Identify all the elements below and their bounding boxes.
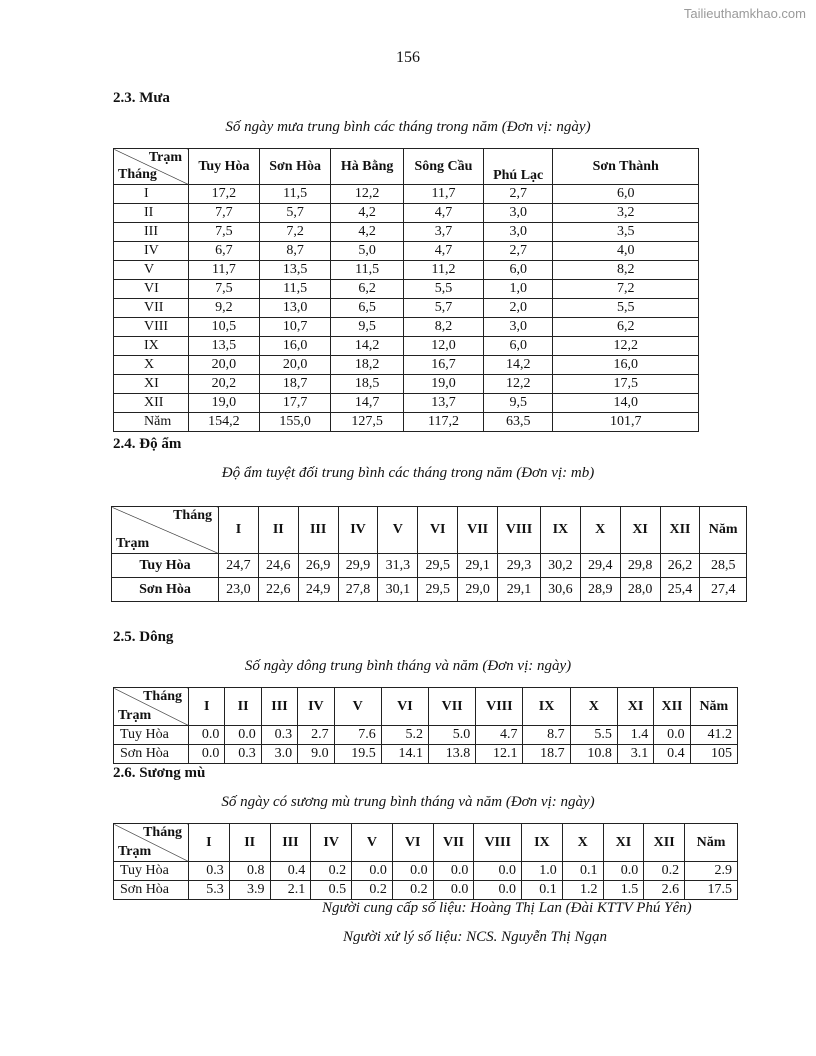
- table-cell: 7.6: [334, 726, 381, 745]
- column-header: IV: [338, 507, 378, 554]
- table-cell: 127,5: [331, 413, 404, 432]
- column-header: I: [189, 688, 225, 726]
- humidity-body: [112, 554, 747, 602]
- table-cell: 31,3: [378, 554, 418, 578]
- caption-fog: Số ngày có sương mù trung bình tháng và năm (Đơn vị: ngày): [221, 794, 595, 810]
- table-cell: 6,0: [483, 261, 552, 280]
- table-cell: 9,2: [189, 299, 260, 318]
- corner-station-label: Trạm: [116, 536, 150, 551]
- table-header-row: [112, 507, 747, 554]
- table-cell: 18,5: [331, 375, 404, 394]
- column-header: Tuy Hòa: [189, 149, 260, 185]
- table-cell: 7,2: [553, 280, 699, 299]
- column-header: I: [219, 507, 259, 554]
- table-cell: 1,0: [483, 280, 552, 299]
- table-header-row: [114, 149, 699, 185]
- table-cell: 18,7: [259, 375, 331, 394]
- table-cell: 2.6: [644, 881, 685, 900]
- table-cell: 20,2: [189, 375, 260, 394]
- table-row: [114, 280, 699, 299]
- table-cell: 11,5: [259, 185, 331, 204]
- row-label: V: [114, 261, 189, 280]
- table-cell: 13,0: [259, 299, 331, 318]
- column-header: IV: [311, 824, 352, 862]
- table-cell: 6,2: [553, 318, 699, 337]
- table-cell: 29,4: [580, 554, 620, 578]
- table-cell: 4,0: [553, 242, 699, 261]
- table-cell: 26,9: [298, 554, 338, 578]
- table-cell: 0.3: [225, 745, 261, 764]
- table-cell: 12.1: [476, 745, 523, 764]
- table-cell: 8,2: [403, 318, 483, 337]
- humidity-table: [111, 506, 747, 602]
- table-row: [114, 413, 699, 432]
- table-cell: 29,5: [418, 554, 458, 578]
- table-cell: 0.0: [474, 862, 522, 881]
- row-label: VIII: [114, 318, 189, 337]
- table-row: [114, 881, 738, 900]
- fog-body: [114, 862, 738, 900]
- column-header: III: [298, 507, 338, 554]
- table-cell: 2,0: [483, 299, 552, 318]
- table-cell: 8,7: [259, 242, 331, 261]
- table-cell: 0.8: [229, 862, 270, 881]
- section-heading-fog: 2.6. Sương mù: [113, 765, 206, 781]
- column-header: VI: [418, 507, 458, 554]
- column-header: Sơn Thành: [553, 149, 699, 185]
- table-cell: 7,7: [189, 204, 260, 223]
- table-cell: 5,7: [403, 299, 483, 318]
- table-cell: 0.0: [352, 862, 393, 881]
- table-cell: 17,7: [259, 394, 331, 413]
- table-cell: 3,2: [553, 204, 699, 223]
- table-cell: 29,8: [620, 554, 660, 578]
- table-cell: 14,2: [331, 337, 404, 356]
- table-cell: 1.5: [603, 881, 644, 900]
- rain-days-body: [114, 185, 699, 432]
- table-cell: 11,7: [189, 261, 260, 280]
- table-row: [112, 554, 747, 578]
- table-row: [114, 394, 699, 413]
- table-cell: 0.0: [433, 862, 474, 881]
- table-cell: 4,7: [403, 204, 483, 223]
- table-row: [114, 862, 738, 881]
- column-header: IX: [522, 824, 563, 862]
- table-cell: 2.9: [685, 862, 738, 881]
- table-cell: 14.1: [381, 745, 428, 764]
- table-cell: 10.8: [570, 745, 617, 764]
- table-cell: 0.0: [189, 726, 225, 745]
- row-label: Sơn Hòa: [114, 745, 189, 764]
- table-cell: 2,7: [483, 185, 552, 204]
- table-cell: 155,0: [259, 413, 331, 432]
- corner-header-cell: [114, 688, 189, 726]
- table-cell: 1.0: [522, 862, 563, 881]
- row-label: Sơn Hòa: [114, 881, 189, 900]
- column-header: VIII: [498, 507, 541, 554]
- table-cell: 41.2: [690, 726, 737, 745]
- table-cell: 16,0: [553, 356, 699, 375]
- table-cell: 11,5: [259, 280, 331, 299]
- corner-station-label: Trạm: [118, 708, 152, 723]
- table-cell: 0.2: [352, 881, 393, 900]
- table-cell: 29,1: [498, 578, 541, 602]
- table-cell: 0.0: [225, 726, 261, 745]
- column-header: VIII: [474, 824, 522, 862]
- table-cell: 0.2: [392, 881, 433, 900]
- row-label: VII: [114, 299, 189, 318]
- column-header: Năm: [685, 824, 738, 862]
- table-cell: 17,2: [189, 185, 260, 204]
- column-header: II: [229, 824, 270, 862]
- corner-header-cell: [114, 824, 189, 862]
- table-cell: 29,5: [418, 578, 458, 602]
- table-cell: 105: [690, 745, 737, 764]
- table-cell: 30,1: [378, 578, 418, 602]
- table-cell: 30,2: [540, 554, 580, 578]
- column-header: Hà Bằng: [331, 149, 404, 185]
- table-cell: 11,2: [403, 261, 483, 280]
- table-cell: 1.4: [617, 726, 653, 745]
- table-cell: 24,7: [219, 554, 259, 578]
- table-cell: 13,5: [189, 337, 260, 356]
- table-cell: 2.7: [298, 726, 334, 745]
- rain-days-table: [113, 148, 699, 432]
- table-cell: 101,7: [553, 413, 699, 432]
- table-cell: 63,5: [483, 413, 552, 432]
- corner-header-cell: [112, 507, 219, 554]
- table-cell: 12,2: [483, 375, 552, 394]
- table-cell: 3.0: [261, 745, 297, 764]
- corner-month-label: Tháng: [173, 508, 212, 523]
- table-cell: 0.0: [189, 745, 225, 764]
- row-label: XII: [114, 394, 189, 413]
- table-cell: 20,0: [259, 356, 331, 375]
- table-cell: 5.0: [429, 726, 476, 745]
- table-cell: 154,2: [189, 413, 260, 432]
- row-label: IV: [114, 242, 189, 261]
- table-cell: 12,0: [403, 337, 483, 356]
- table-cell: 23,0: [219, 578, 259, 602]
- column-header: Năm: [700, 507, 747, 554]
- table-cell: 16,7: [403, 356, 483, 375]
- table-cell: 4,2: [331, 204, 404, 223]
- table-header-row: [114, 688, 738, 726]
- table-row: [114, 299, 699, 318]
- column-header: V: [378, 507, 418, 554]
- watermark: Tailieuthamkhao.com: [683, 6, 806, 21]
- table-cell: 5,0: [331, 242, 404, 261]
- table-cell: 7,2: [259, 223, 331, 242]
- table-cell: 28,0: [620, 578, 660, 602]
- table-row: [114, 242, 699, 261]
- table-cell: 0.0: [603, 862, 644, 881]
- row-label: IX: [114, 337, 189, 356]
- column-header: XI: [603, 824, 644, 862]
- thunderstorm-body: [114, 726, 738, 764]
- table-cell: 3.9: [229, 881, 270, 900]
- row-label: II: [114, 204, 189, 223]
- table-cell: 9.0: [298, 745, 334, 764]
- column-header: VII: [458, 507, 498, 554]
- table-cell: 0.4: [654, 745, 690, 764]
- table-row: [114, 356, 699, 375]
- table-cell: 10,7: [259, 318, 331, 337]
- table-cell: 0.4: [270, 862, 311, 881]
- row-label: Tuy Hòa: [114, 862, 189, 881]
- table-cell: 7,5: [189, 223, 260, 242]
- corner-month-label: Tháng: [143, 689, 182, 704]
- column-header: VIII: [476, 688, 523, 726]
- table-cell: 13,5: [259, 261, 331, 280]
- table-cell: 0.3: [189, 862, 230, 881]
- table-cell: 6,0: [483, 337, 552, 356]
- table-cell: 4,2: [331, 223, 404, 242]
- table-row: [114, 337, 699, 356]
- corner-station-label: Trạm: [148, 150, 182, 165]
- caption-humidity: Độ ẩm tuyệt đối trung bình các tháng trong năm (Đơn vị: mb): [221, 465, 595, 481]
- table-cell: 28,9: [580, 578, 620, 602]
- table-cell: 3,7: [403, 223, 483, 242]
- table-cell: 28,5: [700, 554, 747, 578]
- table-cell: 117,2: [403, 413, 483, 432]
- table-cell: 29,3: [498, 554, 541, 578]
- row-label: XI: [114, 375, 189, 394]
- corner-month-label: Tháng: [118, 167, 157, 182]
- table-cell: 11,5: [331, 261, 404, 280]
- column-header: Sông Cầu: [403, 149, 483, 185]
- table-cell: 24,9: [298, 578, 338, 602]
- column-header: II: [225, 688, 261, 726]
- column-header: III: [270, 824, 311, 862]
- table-cell: 17,5: [553, 375, 699, 394]
- thunderstorm-table: [113, 687, 738, 764]
- row-label: Năm: [114, 413, 189, 432]
- column-header: IX: [540, 507, 580, 554]
- column-header: III: [261, 688, 297, 726]
- column-header: Năm: [690, 688, 737, 726]
- column-header: XII: [654, 688, 690, 726]
- caption-thunderstorm: Số ngày dông trung bình tháng và năm (Đơn vị: ngày): [244, 658, 572, 674]
- table-cell: 30,6: [540, 578, 580, 602]
- table-cell: 20,0: [189, 356, 260, 375]
- caption-rain: Số ngày mưa trung bình các tháng trong năm (Đơn vị: ngày): [225, 119, 591, 135]
- column-header: X: [580, 507, 620, 554]
- row-label: Tuy Hòa: [114, 726, 189, 745]
- table-cell: 19,0: [189, 394, 260, 413]
- table-cell: 19,0: [403, 375, 483, 394]
- table-cell: 5,5: [553, 299, 699, 318]
- table-cell: 6,2: [331, 280, 404, 299]
- table-cell: 0.3: [261, 726, 297, 745]
- fog-table: [113, 823, 738, 900]
- table-cell: 18.7: [523, 745, 570, 764]
- table-cell: 14,0: [553, 394, 699, 413]
- column-header: VII: [433, 824, 474, 862]
- table-cell: 26,2: [660, 554, 700, 578]
- column-header: X: [570, 688, 617, 726]
- table-cell: 27,4: [700, 578, 747, 602]
- corner-header-cell: [114, 149, 189, 185]
- column-header: VI: [381, 688, 428, 726]
- table-cell: 10,5: [189, 318, 260, 337]
- table-cell: 24,6: [258, 554, 298, 578]
- table-cell: 17.5: [685, 881, 738, 900]
- column-header: Phú Lạc: [483, 149, 552, 185]
- table-row: [114, 261, 699, 280]
- table-cell: 0.1: [562, 862, 603, 881]
- table-cell: 3,0: [483, 204, 552, 223]
- table-cell: 25,4: [660, 578, 700, 602]
- row-label: I: [114, 185, 189, 204]
- table-cell: 8.7: [523, 726, 570, 745]
- row-label: X: [114, 356, 189, 375]
- table-header-row: [114, 824, 738, 862]
- table-cell: 6,0: [553, 185, 699, 204]
- table-row: [114, 726, 738, 745]
- table-row: [114, 223, 699, 242]
- data-processor-credit: Người xử lý số liệu: NCS. Nguyễn Thị Ngạn: [343, 929, 607, 945]
- corner-month-label: Tháng: [143, 825, 182, 840]
- column-header: X: [562, 824, 603, 862]
- table-cell: 12,2: [331, 185, 404, 204]
- table-cell: 18,2: [331, 356, 404, 375]
- table-cell: 4.7: [476, 726, 523, 745]
- table-cell: 12,2: [553, 337, 699, 356]
- table-cell: 2.1: [270, 881, 311, 900]
- table-cell: 0.2: [311, 862, 352, 881]
- column-header: II: [258, 507, 298, 554]
- table-cell: 4,7: [403, 242, 483, 261]
- table-cell: 16,0: [259, 337, 331, 356]
- table-cell: 5,5: [403, 280, 483, 299]
- section-heading-rain: 2.3. Mưa: [113, 90, 170, 106]
- column-header: V: [334, 688, 381, 726]
- page-number: 156: [396, 49, 420, 66]
- table-cell: 0.0: [392, 862, 433, 881]
- section-heading-thunderstorm: 2.5. Dông: [113, 629, 174, 645]
- table-cell: 13.8: [429, 745, 476, 764]
- section-heading-humidity: 2.4. Độ ẩm: [113, 436, 182, 452]
- row-label: Sơn Hòa: [112, 578, 219, 602]
- table-cell: 5.5: [570, 726, 617, 745]
- table-cell: 5.2: [381, 726, 428, 745]
- row-label: III: [114, 223, 189, 242]
- table-row: [114, 375, 699, 394]
- table-cell: 1.2: [562, 881, 603, 900]
- table-cell: 3,5: [553, 223, 699, 242]
- row-label: VI: [114, 280, 189, 299]
- row-label: Tuy Hòa: [112, 554, 219, 578]
- column-header: XII: [644, 824, 685, 862]
- table-cell: 29,1: [458, 554, 498, 578]
- table-cell: 0.0: [654, 726, 690, 745]
- column-header: VII: [429, 688, 476, 726]
- table-cell: 19.5: [334, 745, 381, 764]
- column-header: VI: [392, 824, 433, 862]
- table-cell: 6,7: [189, 242, 260, 261]
- table-row: [114, 318, 699, 337]
- table-cell: 29,0: [458, 578, 498, 602]
- table-cell: 8,2: [553, 261, 699, 280]
- column-header: IV: [298, 688, 334, 726]
- table-cell: 0.5: [311, 881, 352, 900]
- column-header: XI: [617, 688, 653, 726]
- table-cell: 6,5: [331, 299, 404, 318]
- table-cell: 14,2: [483, 356, 552, 375]
- table-row: [114, 185, 699, 204]
- table-cell: 9,5: [331, 318, 404, 337]
- table-cell: 5.3: [189, 881, 230, 900]
- column-header: V: [352, 824, 393, 862]
- table-cell: 7,5: [189, 280, 260, 299]
- table-row: [114, 745, 738, 764]
- table-cell: 0.0: [474, 881, 522, 900]
- table-cell: 2,7: [483, 242, 552, 261]
- table-cell: 0.1: [522, 881, 563, 900]
- data-provider-credit: Người cung cấp số liệu: Hoàng Thị Lan (Đài KTTV Phú Yên): [322, 900, 692, 916]
- table-cell: 11,7: [403, 185, 483, 204]
- table-cell: 5,7: [259, 204, 331, 223]
- table-cell: 27,8: [338, 578, 378, 602]
- table-cell: 3.1: [617, 745, 653, 764]
- column-header: XI: [620, 507, 660, 554]
- column-header: I: [189, 824, 230, 862]
- table-cell: 14,7: [331, 394, 404, 413]
- table-cell: 9,5: [483, 394, 552, 413]
- table-cell: 0.2: [644, 862, 685, 881]
- corner-station-label: Trạm: [118, 844, 152, 859]
- table-cell: 29,9: [338, 554, 378, 578]
- table-cell: 0.0: [433, 881, 474, 900]
- table-cell: 3,0: [483, 318, 552, 337]
- table-cell: 3,0: [483, 223, 552, 242]
- table-cell: 13,7: [403, 394, 483, 413]
- column-header: IX: [523, 688, 570, 726]
- table-row: [114, 204, 699, 223]
- table-row: [112, 578, 747, 602]
- column-header: XII: [660, 507, 700, 554]
- column-header: Sơn Hòa: [259, 149, 331, 185]
- table-cell: 22,6: [258, 578, 298, 602]
